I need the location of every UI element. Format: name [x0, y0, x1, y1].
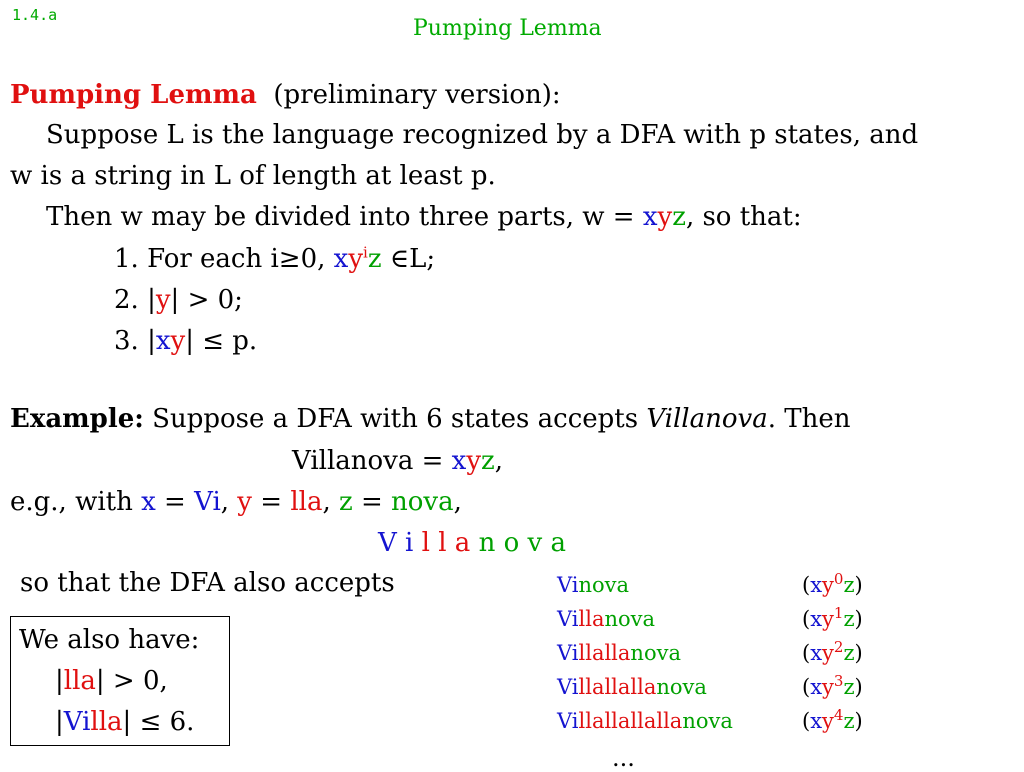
- split-x-label: x: [141, 487, 156, 517]
- accepted-string: [557, 709, 733, 733]
- so-that-text: so that the DFA also accepts: [20, 568, 395, 598]
- formula-z: z: [843, 675, 855, 699]
- split-sep-2: ,: [322, 487, 339, 517]
- formula-close-paren: ): [854, 709, 863, 733]
- example-split: [10, 487, 462, 517]
- line3-pre: Then w may be divided into three parts, w =: [46, 202, 643, 232]
- var-y: y: [657, 202, 673, 232]
- formula-y: y: [822, 641, 834, 665]
- cond1-z: z: [367, 244, 382, 274]
- string-z-part: nova: [630, 641, 681, 665]
- lemma-line1: Suppose L is the language recognized by a DFA with p states, and: [46, 120, 919, 150]
- formula-y: y: [822, 675, 834, 699]
- lemma-line2: w is a string in L of length at least p.: [10, 161, 496, 191]
- accepted-string: [557, 573, 629, 597]
- formula-exponent: 3: [833, 672, 844, 690]
- box-l1-post: | > 0,: [95, 666, 168, 696]
- accepted-string: [557, 641, 681, 665]
- spaced-y: l l a: [421, 528, 479, 558]
- example-line: [10, 404, 850, 434]
- split-z-val: nova: [391, 487, 454, 517]
- split-x-eq: =: [155, 487, 195, 517]
- string-z-part: nova: [604, 607, 656, 631]
- eq-x: x: [451, 446, 467, 476]
- eg-pre: e.g., with: [10, 487, 142, 517]
- formula-x: x: [810, 709, 823, 733]
- formula-exponent: 4: [833, 706, 844, 724]
- formula-open-paren: (: [802, 675, 811, 699]
- pump-formula: [802, 604, 863, 631]
- split-sep-1: ,: [220, 487, 238, 517]
- formula-y: y: [822, 607, 834, 631]
- pump-formula: [802, 672, 863, 699]
- spaced-z: n o v a: [478, 528, 566, 558]
- formula-exponent: 0: [833, 570, 844, 588]
- box-l2-x: Vi: [63, 707, 91, 737]
- string-x-part: Vi: [557, 573, 579, 597]
- split-y-label: y: [237, 487, 252, 517]
- box-l2-y: lla: [90, 707, 123, 737]
- lemma-title: Pumping Lemma: [10, 80, 257, 110]
- line3-post: , so that:: [685, 202, 802, 232]
- cond2-pre: 2. |: [114, 285, 156, 315]
- string-x-part: Vi: [557, 641, 579, 665]
- formula-y: y: [822, 709, 834, 733]
- pump-formula: [802, 638, 863, 665]
- lemma-subtitle: (preliminary version):: [273, 80, 561, 110]
- example-equation: [292, 446, 503, 476]
- formula-z: z: [843, 709, 855, 733]
- string-y-part: lla: [578, 607, 605, 631]
- formula-open-paren: (: [802, 573, 811, 597]
- box-line-1: [55, 666, 168, 696]
- lemma-heading: [10, 80, 561, 110]
- condition-2: [114, 285, 243, 315]
- formula-z: z: [843, 573, 855, 597]
- header-title: Pumping Lemma: [413, 16, 602, 41]
- formula-z: z: [843, 607, 855, 631]
- string-x-part: Vi: [557, 675, 579, 699]
- formula-close-paren: ): [854, 675, 863, 699]
- lemma-line3: [46, 202, 802, 232]
- cond1-x: x: [333, 244, 349, 274]
- formula-y: y: [822, 573, 834, 597]
- string-z-part: nova: [682, 709, 733, 733]
- cond1-post: ∈L;: [381, 244, 436, 274]
- string-z-part: nova: [656, 675, 707, 699]
- formula-close-paren: ): [854, 607, 863, 631]
- eq-y: y: [466, 446, 482, 476]
- string-y-part: llalla: [578, 641, 631, 665]
- spaced-x: V i: [378, 528, 422, 558]
- cond1-pre: 1. For each i≥0,: [114, 244, 334, 274]
- eq-pre: Villanova =: [292, 446, 452, 476]
- formula-open-paren: (: [802, 709, 811, 733]
- box-l2-pre: |: [55, 707, 64, 737]
- string-x-part: Vi: [557, 607, 579, 631]
- also-have-box: [10, 616, 230, 746]
- condition-1: [114, 244, 435, 274]
- box-line-2: [55, 707, 194, 737]
- string-z-part: nova: [578, 573, 630, 597]
- condition-3: [114, 326, 257, 356]
- eq-post: ,: [494, 446, 504, 476]
- var-x: x: [642, 202, 658, 232]
- pump-formula: [802, 570, 863, 597]
- eq-z: z: [481, 446, 495, 476]
- example-word: Villanova: [646, 404, 768, 434]
- split-z-label: z: [339, 487, 353, 517]
- var-z: z: [672, 202, 686, 232]
- formula-close-paren: ): [854, 641, 863, 665]
- accepted-string: [557, 675, 707, 699]
- formula-close-paren: ): [854, 573, 863, 597]
- box-title: We also have:: [19, 625, 200, 655]
- box-l1-pre: |: [55, 666, 64, 696]
- pump-formula: [802, 706, 863, 733]
- cond3-y: y: [170, 326, 186, 356]
- ellipsis: ...: [612, 744, 635, 772]
- formula-exponent: 1: [833, 604, 844, 622]
- formula-open-paren: (: [802, 641, 811, 665]
- box-l2-post: | ≤ 6.: [122, 707, 195, 737]
- cond1-y: y: [348, 244, 364, 274]
- cond2-y: y: [155, 285, 171, 315]
- formula-z: z: [843, 641, 855, 665]
- formula-x: x: [810, 573, 823, 597]
- example-text-post: . Then: [767, 404, 851, 434]
- formula-x: x: [810, 607, 823, 631]
- split-y-eq: =: [252, 487, 291, 517]
- string-y-part: llallallalla: [578, 709, 683, 733]
- spaced-word: [378, 528, 566, 558]
- box-l1-word: lla: [63, 666, 96, 696]
- split-y-val: lla: [290, 487, 323, 517]
- split-z-eq: =: [352, 487, 392, 517]
- cond1-sup: i: [363, 243, 368, 262]
- example-text-pre: Suppose a DFA with 6 states accepts: [143, 404, 647, 434]
- string-y-part: llallalla: [578, 675, 657, 699]
- formula-exponent: 2: [833, 638, 844, 656]
- split-end: ,: [453, 487, 462, 517]
- string-x-part: Vi: [557, 709, 579, 733]
- slide-number: 1.4.a: [12, 6, 58, 24]
- split-x-val: Vi: [194, 487, 221, 517]
- accepted-string: [557, 607, 655, 631]
- example-label: Example:: [10, 404, 144, 434]
- formula-x: x: [810, 641, 823, 665]
- formula-x: x: [810, 675, 823, 699]
- cond3-post: | ≤ p.: [185, 326, 258, 356]
- cond3-pre: 3. |: [114, 326, 156, 356]
- cond3-x: x: [155, 326, 171, 356]
- cond2-post: | > 0;: [170, 285, 243, 315]
- formula-open-paren: (: [802, 607, 811, 631]
